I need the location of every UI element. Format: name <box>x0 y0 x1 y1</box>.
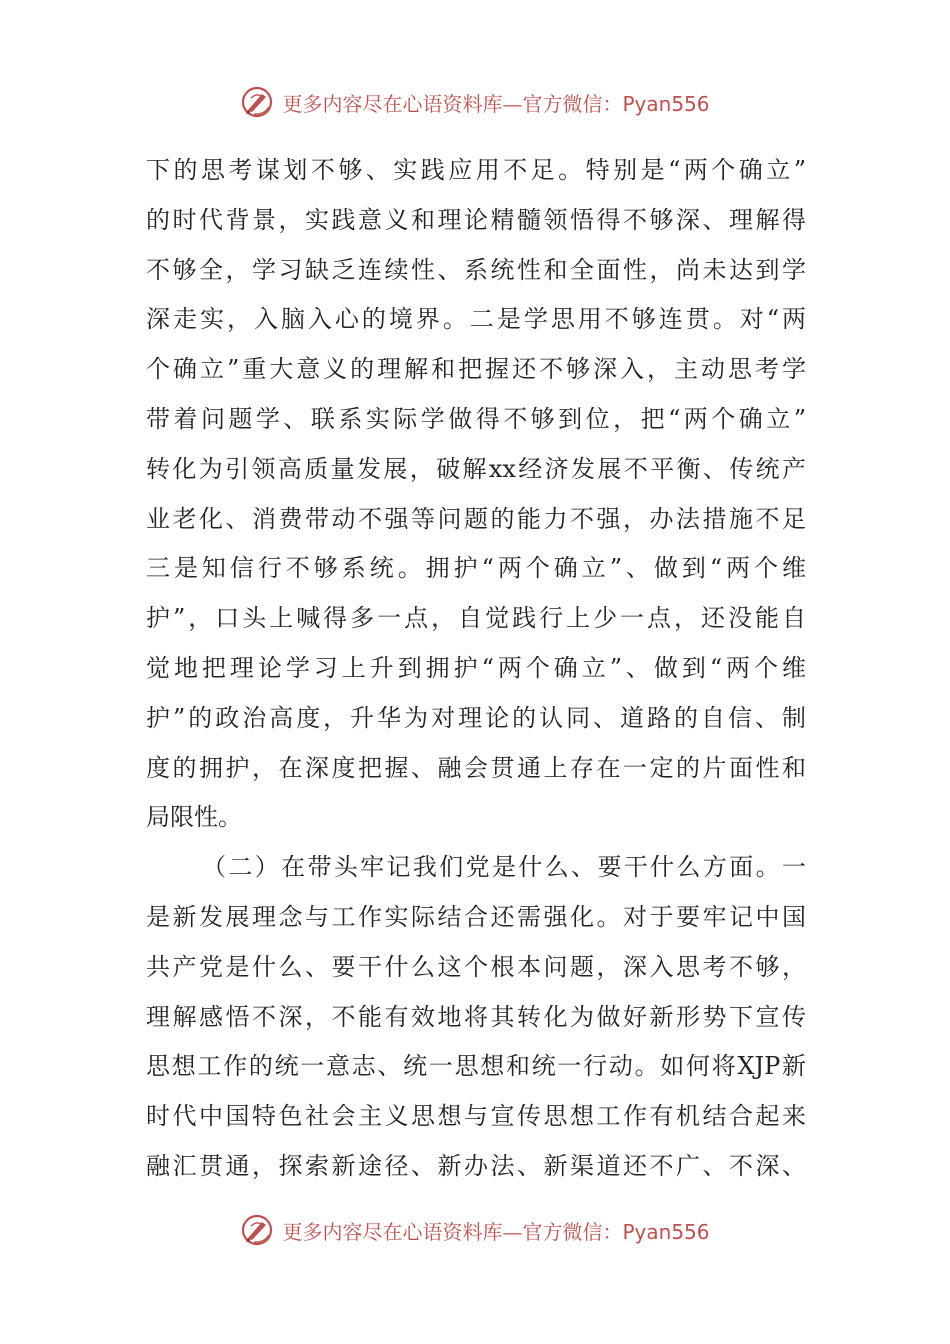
header-separator: — <box>502 91 523 116</box>
body-line: 共产党是什么、要干什么这个根本问题，深入思考不够， <box>146 952 806 981</box>
body-line: 业老化、消费带动不强等问题的能力不强，办法措施不足 <box>146 504 806 533</box>
body-line: 觉地把理论学习上升到拥护“两个确立”、做到“两个维 <box>146 653 806 682</box>
header-banner-content <box>240 85 709 119</box>
document-body <box>146 146 806 1192</box>
body-line: 思想工作的统一意志、统一思想和统一行动。如何将XJP新 <box>146 1052 806 1081</box>
pen-logo-icon <box>240 1213 274 1247</box>
footer-account: Pyan556 <box>622 1219 710 1244</box>
body-line: 融汇贯通，探索新途径、新办法、新渠道还不广、不深、 <box>146 1151 806 1180</box>
header-label: 官方微信： <box>522 91 623 116</box>
body-line: 不够全，学习缺乏连续性、系统性和全面性，尚未达到学 <box>146 255 806 284</box>
body-line: 局限性。 <box>146 803 242 832</box>
body-line: 护”，口头上喊得多一点，自觉践行上少一点，还没能自 <box>146 604 806 633</box>
footer-banner <box>0 1210 950 1250</box>
body-line: 个确立”重大意义的理解和把握还不够深入，主动思考学 <box>146 355 806 384</box>
section-heading-line: （二）在带头牢记我们党是什么、要干什么方面。一 <box>202 853 806 882</box>
header-text <box>282 88 709 117</box>
header-account: Pyan556 <box>622 91 710 116</box>
body-line: 带着问题学、联系实际学做得不够到位，把“两个确立” <box>146 404 806 433</box>
header-site-text: 更多内容尽在心语资料库 <box>282 91 503 116</box>
body-line: 下的思考谋划不够、实践应用不足。特别是“两个确立” <box>146 156 806 184</box>
footer-banner-content <box>240 1213 709 1247</box>
header-banner <box>0 82 950 122</box>
body-line: 护”的政治高度，升华为对理论的认同、道路的自信、制 <box>146 703 806 732</box>
pen-logo-icon <box>240 85 274 119</box>
footer-label: 官方微信： <box>522 1219 623 1244</box>
footer-text <box>282 1216 709 1245</box>
footer-separator: — <box>502 1219 523 1244</box>
body-line: 是新发展理念与工作实际结合还需强化。对于要牢记中国 <box>146 902 806 931</box>
body-line: 时代中国特色社会主义思想与宣传思想工作有机结合起来 <box>146 1102 806 1131</box>
body-line: 的时代背景，实践意义和理论精髓领悟得不够深、理解得 <box>146 205 806 234</box>
body-line: 三是知信行不够系统。拥护“两个确立”、做到“两个维 <box>146 554 806 583</box>
body-line: 深走实，入脑入心的境界。二是学思用不够连贯。对“两 <box>146 305 806 334</box>
body-line: 理解感悟不深，不能有效地将其转化为做好新形势下宣传 <box>146 1002 806 1031</box>
body-line: 转化为引领高质量发展，破解xx经济发展不平衡、传统产 <box>146 454 806 483</box>
footer-site-text: 更多内容尽在心语资料库 <box>282 1219 503 1244</box>
body-line: 度的拥护，在深度把握、融会贯通上存在一定的片面性和 <box>146 753 806 782</box>
